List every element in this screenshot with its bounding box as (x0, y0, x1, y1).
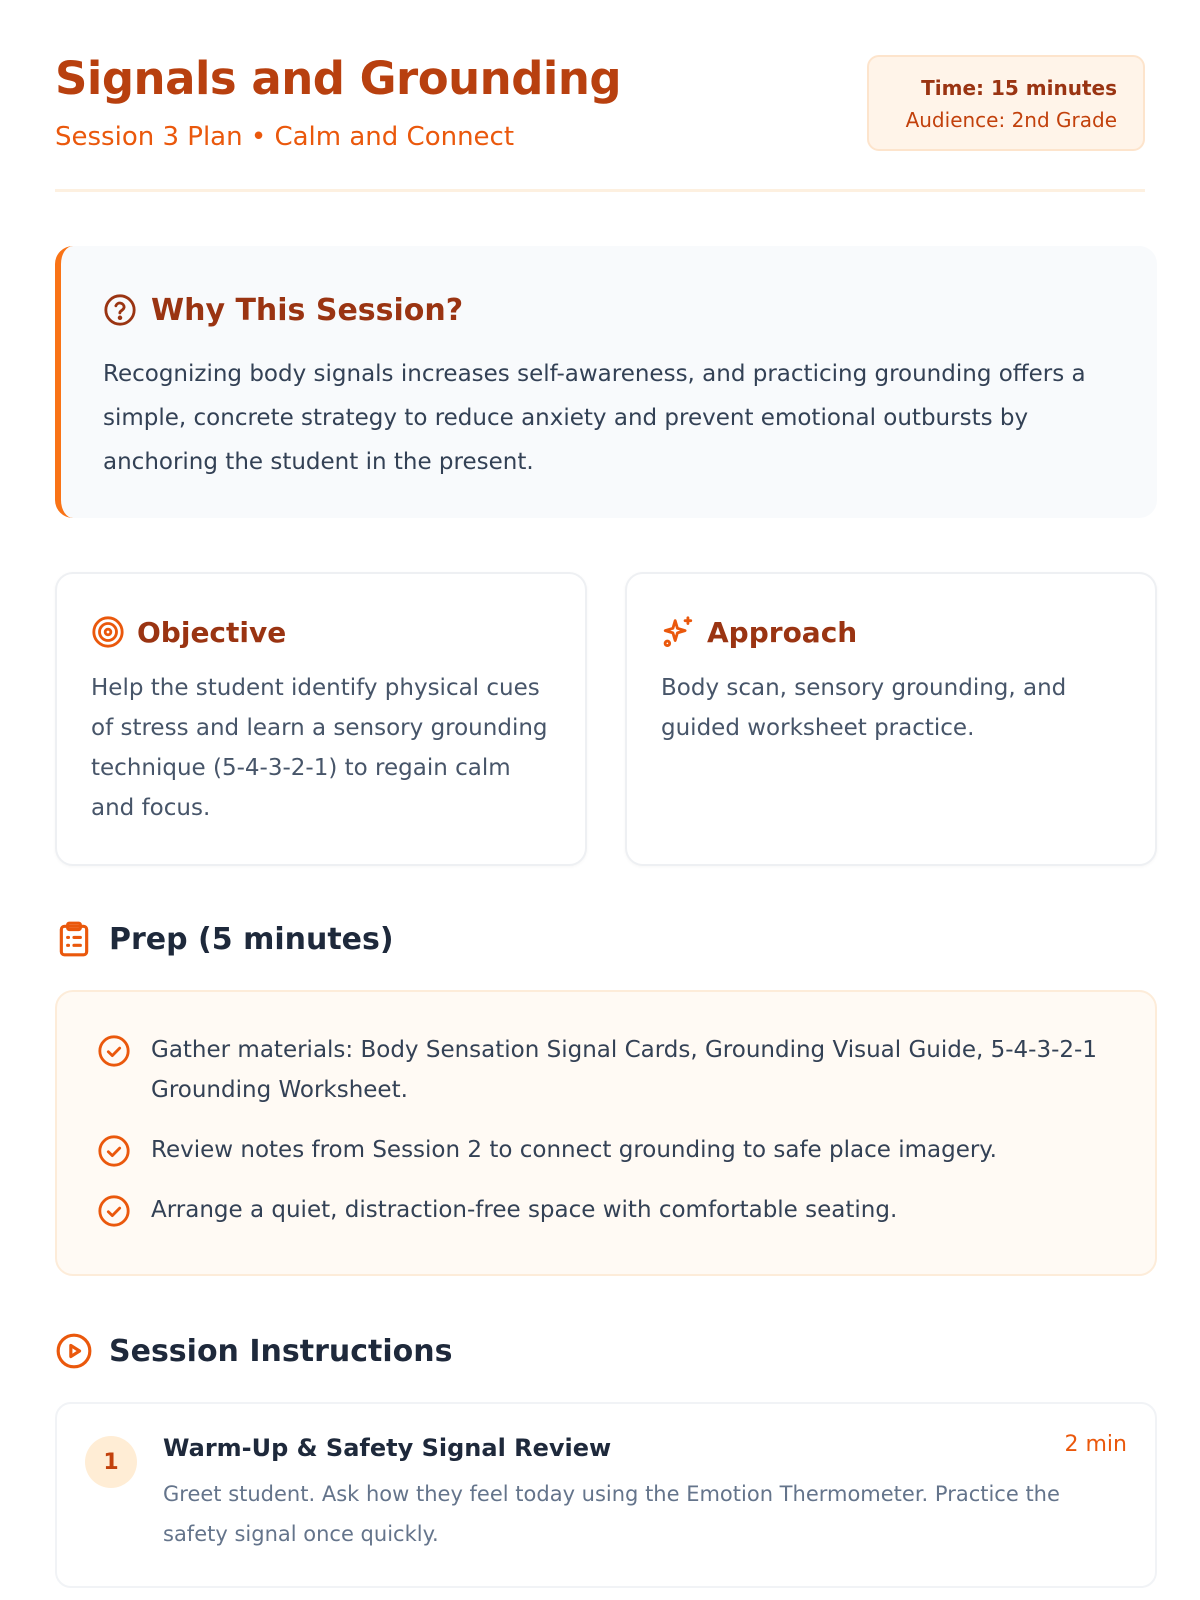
step-number-badge: 1 (85, 1436, 137, 1488)
session-time: Time: 15 minutes (921, 76, 1117, 100)
prep-item-text: Arrange a quiet, distraction-free space with comfortable seating. (151, 1197, 898, 1223)
objective-text: Help the student identify physical cues of stress and learn a sensory grounding technique (5-4-3-2-1) to regain calm and focus. (91, 675, 548, 821)
question-circle-icon (103, 293, 137, 327)
play-circle-icon (55, 1332, 93, 1370)
prep-item-text: Review notes from Session 2 to connect grounding to safe place imagery. (151, 1137, 997, 1163)
clipboard-icon (55, 920, 93, 958)
instructions-heading (55, 1332, 452, 1370)
prep-item (97, 1030, 1115, 1110)
approach-card (625, 572, 1157, 866)
instruction-step-card (55, 1402, 1157, 1588)
prep-list-box (55, 990, 1157, 1276)
check-circle-icon (97, 1194, 131, 1228)
prep-heading (55, 920, 394, 958)
page-subtitle: Session 3 Plan • Calm and Connect (55, 122, 515, 152)
step-duration: 2 min (1064, 1432, 1127, 1457)
approach-title: Approach (707, 615, 858, 649)
check-circle-icon (97, 1034, 131, 1068)
step-description: Greet student. Ask how they feel today using the Emotion Thermometer. Practice the safety signal once quickly. (163, 1482, 1060, 1546)
prep-item (97, 1130, 1115, 1170)
check-circle-icon (97, 1134, 131, 1168)
target-icon (91, 615, 125, 649)
prep-item (97, 1190, 1115, 1230)
session-audience: Audience: 2nd Grade (905, 108, 1117, 132)
sparkles-icon (661, 615, 695, 649)
prep-item-text: Gather materials: Body Sensation Signal Cards, Grounding Visual Guide, 5-4-3-2-1 Grounding Worksheet. (151, 1037, 1097, 1103)
step-title: Warm-Up & Safety Signal Review (163, 1434, 612, 1462)
session-meta-box (867, 55, 1145, 151)
why-heading (103, 290, 1117, 330)
objective-card (55, 572, 587, 866)
prep-title: Prep (5 minutes) (109, 921, 394, 957)
why-text: Recognizing body signals increases self-awareness, and practicing grounding offers a simple, concrete strategy to reduce anxiety and prevent emotional outbursts by anchoring the student in the present. (103, 361, 1086, 475)
why-title: Why This Session? (151, 292, 464, 328)
why-this-session-box (55, 246, 1157, 518)
objective-heading (91, 612, 551, 652)
page-title: Signals and Grounding (55, 52, 622, 105)
approach-heading (661, 612, 1121, 652)
objective-title: Objective (137, 615, 287, 649)
approach-text: Body scan, sensory grounding, and guided worksheet practice. (661, 675, 1067, 741)
page-header (55, 0, 1145, 192)
instructions-title: Session Instructions (109, 1333, 453, 1369)
